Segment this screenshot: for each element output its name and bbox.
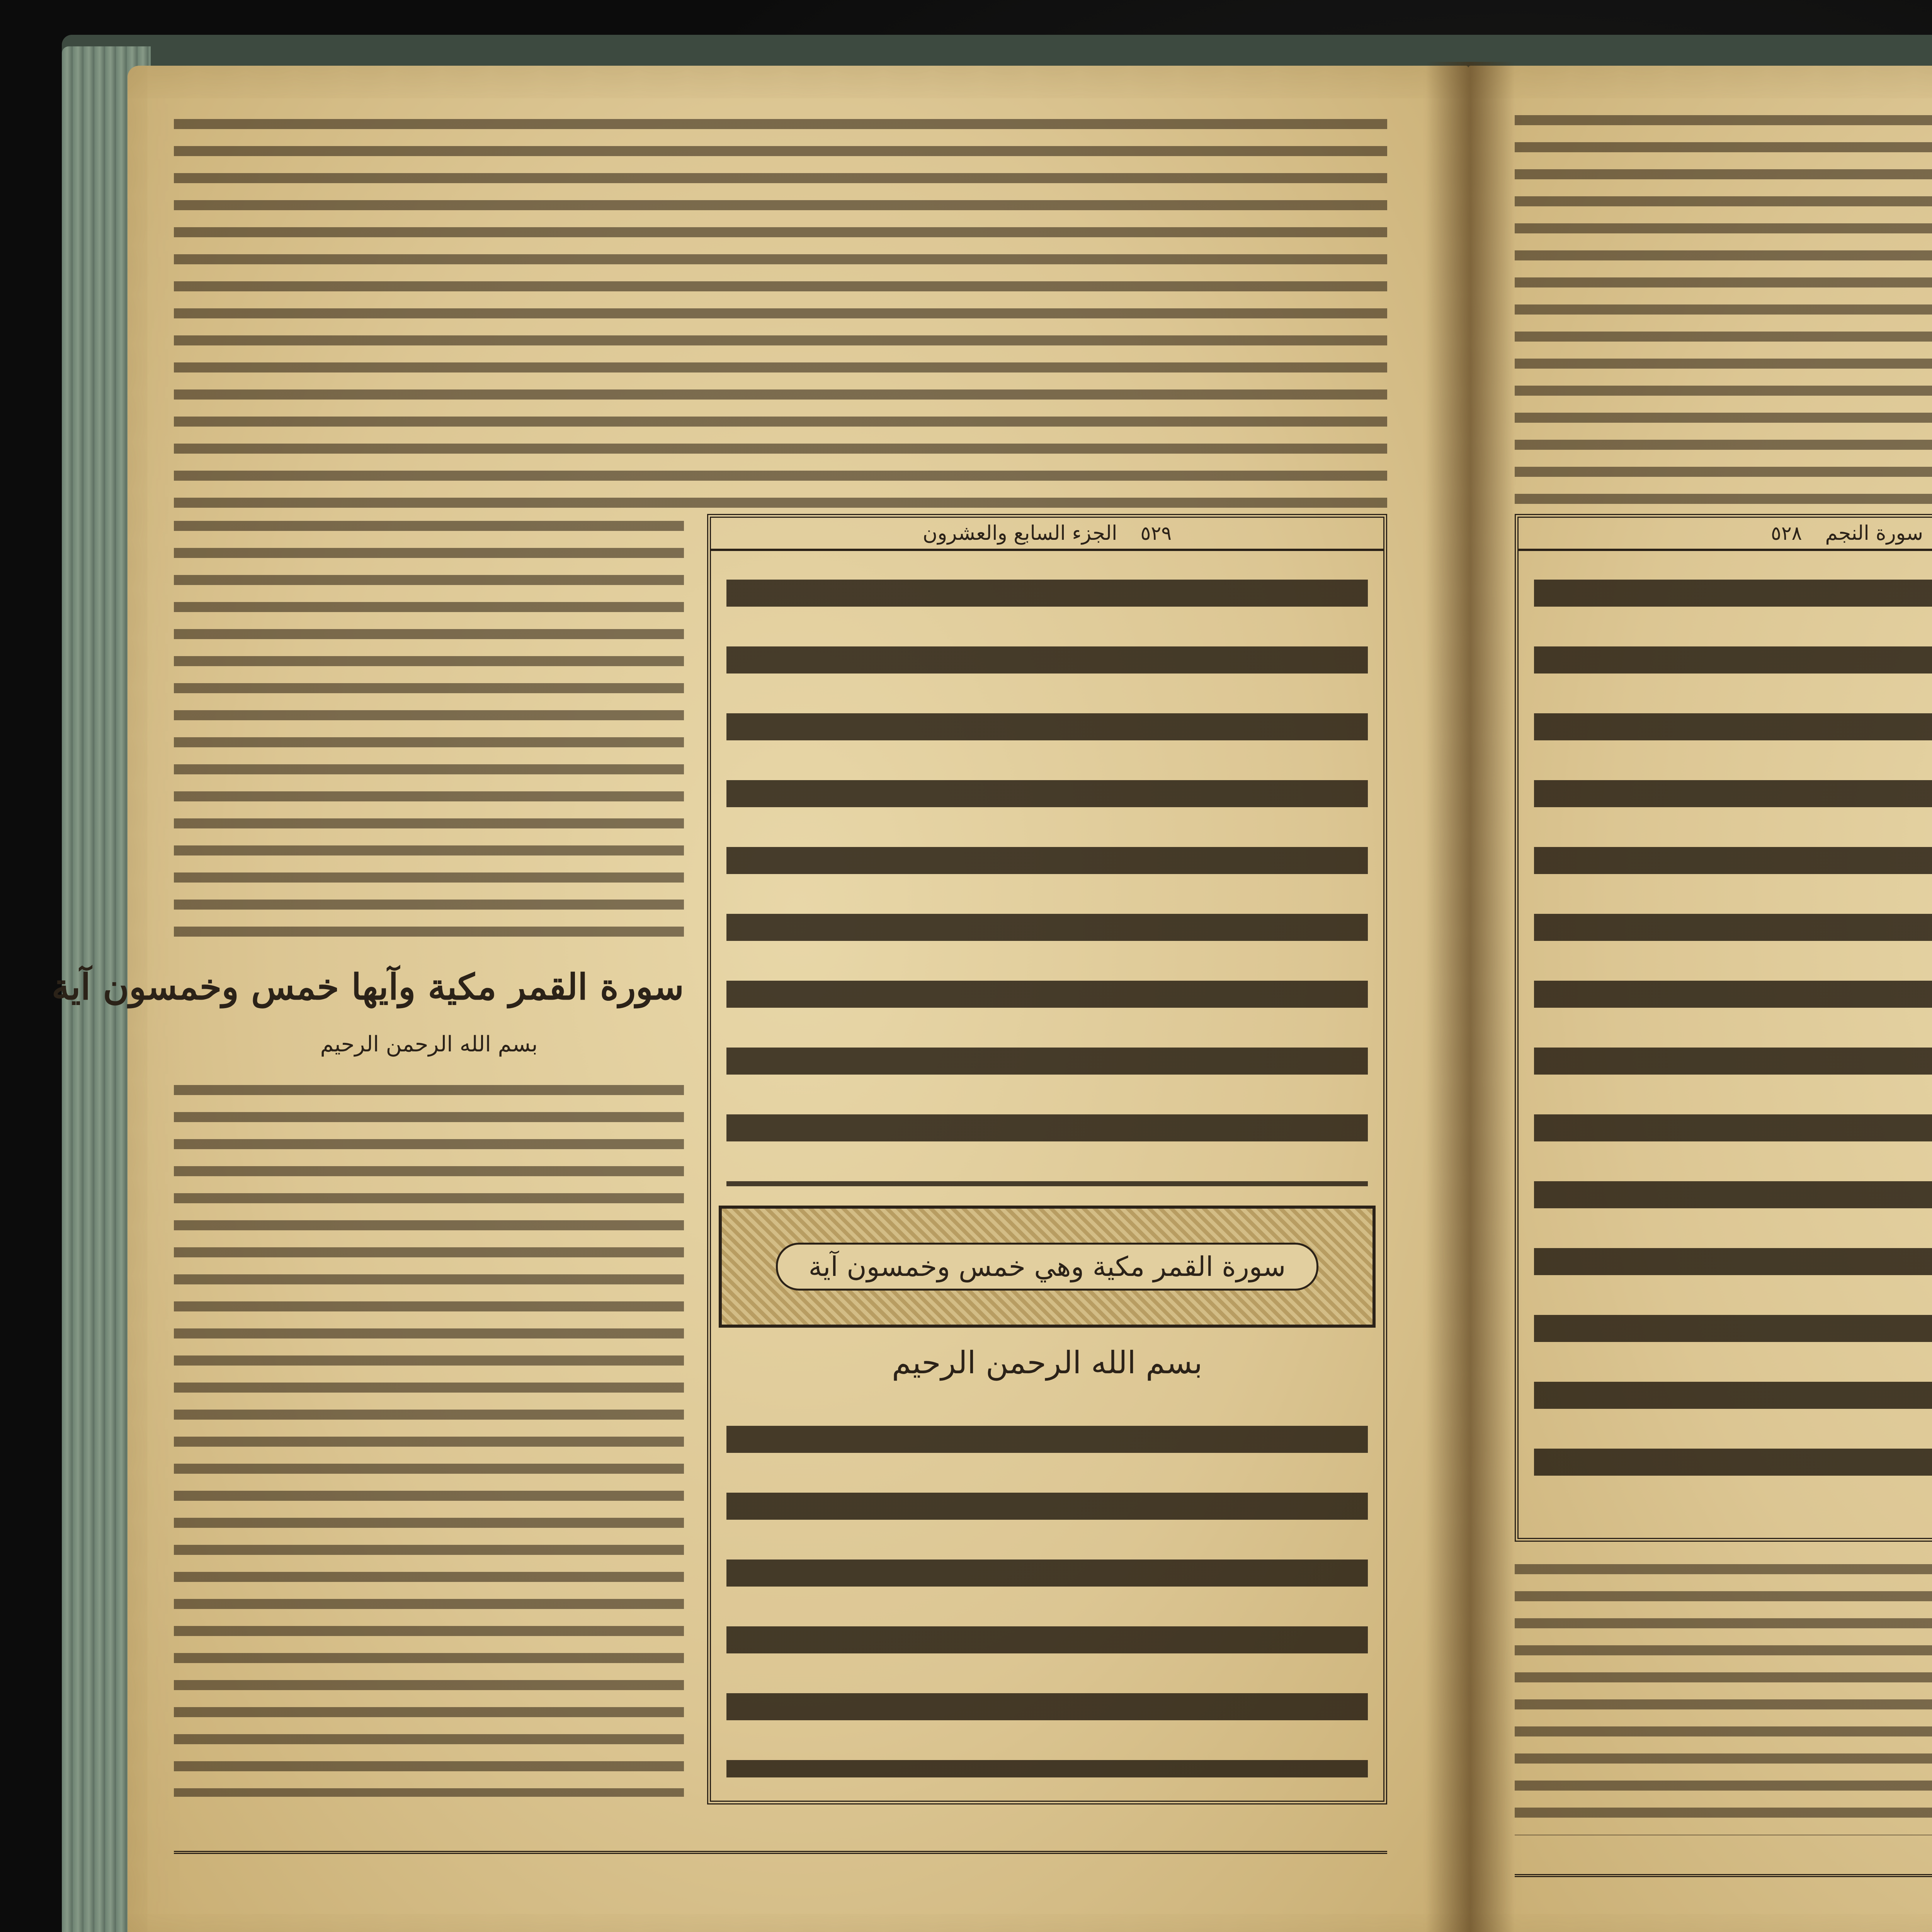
left-page-commentary-side — [174, 514, 684, 947]
right-quran-frame — [1515, 514, 1932, 1542]
quran-basmala: بسم الله الرحمن الرحيم — [891, 1345, 1203, 1381]
left-page-commentary-lower — [174, 1078, 684, 1797]
right-quran-header — [1519, 518, 1932, 551]
left-page-bottom-rule — [174, 1851, 1387, 1854]
right-page-bottom-rule — [1515, 1874, 1932, 1877]
right-page-number: ٥٢٨ — [1770, 522, 1802, 544]
left-quran-verses — [726, 560, 1368, 1186]
right-page — [1468, 66, 1932, 1932]
surah-banner-title: سورة القمر مكية وهي خمس وخمسون آية — [776, 1243, 1319, 1291]
left-quran-frame — [707, 514, 1387, 1804]
right-page-commentary-lower — [1515, 1557, 1932, 1835]
surah-banner — [719, 1206, 1376, 1328]
right-page-commentary-upper — [1515, 108, 1932, 514]
new-surah-heading: سورة القمر مكية وآيها خمس وخمسون آية — [51, 966, 684, 1008]
left-commentary-basmala: بسم الله الرحمن الرحيم — [320, 1032, 538, 1057]
left-quran-verses-lower — [726, 1406, 1368, 1777]
left-page-commentary-upper — [174, 112, 1387, 514]
left-quran-header — [711, 518, 1383, 551]
left-page-number: ٥٢٩ — [1140, 522, 1172, 544]
right-quran-verses — [1534, 560, 1932, 1511]
left-page-header-text: الجزء السابع والعشرون — [922, 522, 1117, 545]
right-page-header-text: سورة النجم — [1825, 522, 1923, 545]
left-page — [51, 66, 1468, 1932]
